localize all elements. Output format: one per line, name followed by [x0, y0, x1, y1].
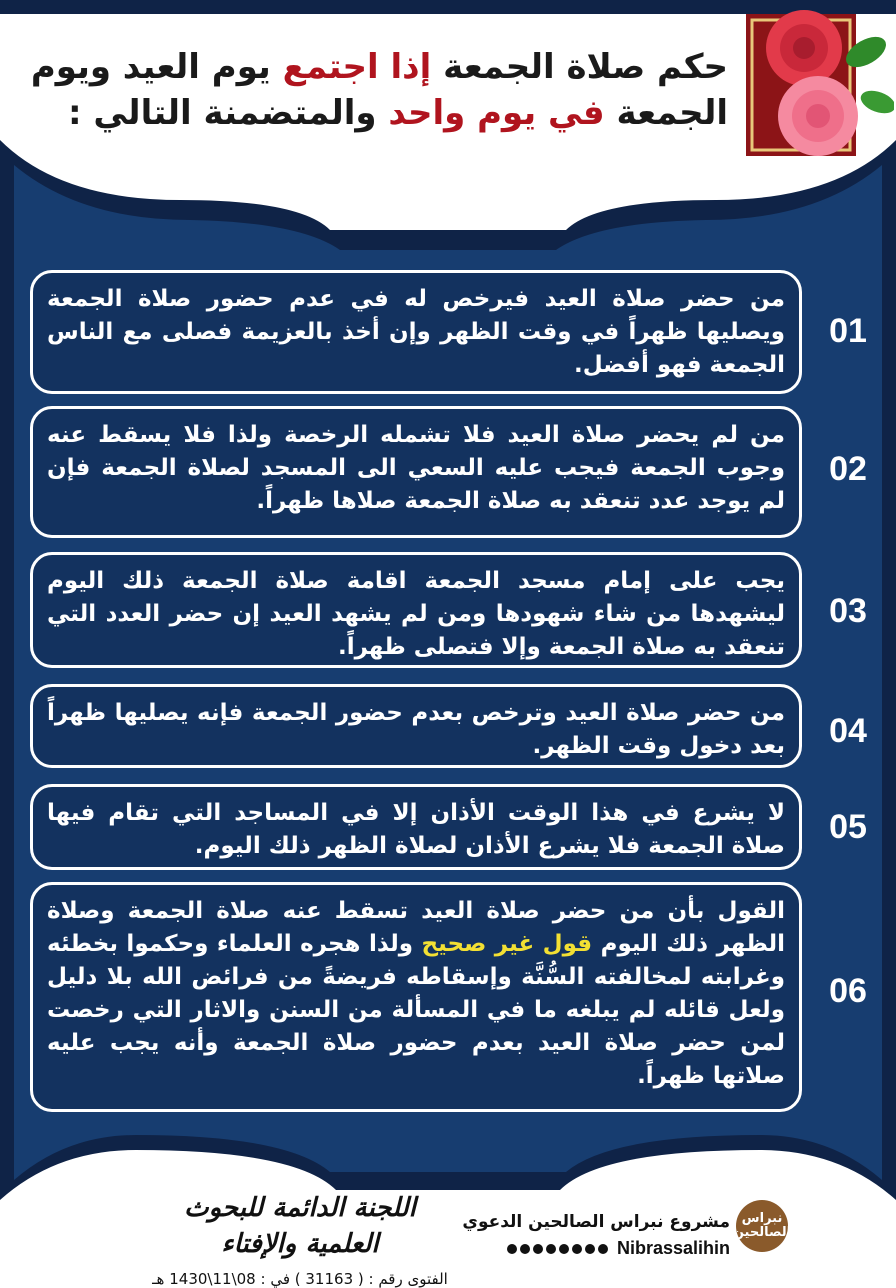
ruling-text-06-a: القول بأن من حضر صلاة العيد تسقط عنه صلاة الجمعة وصلاة الظهر ذلك اليوم: [47, 898, 785, 957]
ruling-number-03: 03: [829, 592, 867, 630]
ruling-text-02: من لم يحضر صلاة العيد فلا تشمله الرخصة ولذا فلا يسقط عنه وجوب الجمعة فيجب عليه السعي الى المسجد لصلاة الجمعة فإن لم يوجد عدد تنعقد به صلاة الجمعة صلاها ظهراً.: [47, 422, 785, 514]
social-row: [460, 1238, 730, 1259]
snapchat-icon[interactable]: [559, 1244, 569, 1254]
ruling-text-06-b: ولذا هجره العلماء وحكموا بخطئه وغرابته لمخالفته السُّنَّة وإسقاطه فريضةً من فرائض الله بلا دليل ولعل قائله لم يبلغه ما في المسألة من السنن والاثار التي رخصت لمن حضر صلاة العيد بعدم حضور صلاة الجمعة وأنه يجب عليه صلاتها ظهراً.: [47, 931, 785, 1089]
facebook-icon[interactable]: [585, 1244, 595, 1254]
project-name: مشروع نبراس الصالحين الدعوي: [462, 1212, 730, 1232]
social-handle[interactable]: Nibrassalihin: [616, 1238, 730, 1258]
ruling-text-03: يجب على إمام مسجد الجمعة اقامة صلاة الجمعة ذلك اليوم ليشهدها من شاء شهودها ومن لم يشهد العيد إن حضر العدد التي تنعقد به صلاة الجمعة وإلا فتصلى ظهراً.: [47, 568, 785, 660]
ruling-card-06: [30, 882, 802, 1112]
whatsapp-icon[interactable]: [546, 1244, 556, 1254]
ruling-card-05: [30, 784, 802, 870]
twitter-icon[interactable]: [533, 1244, 543, 1254]
title-text-3: والمتضمنة التالي :: [67, 93, 389, 133]
ruling-number-06: 06: [829, 972, 867, 1010]
youtube-icon[interactable]: [520, 1244, 530, 1254]
ruling-card-01: [30, 270, 802, 394]
title-highlight-1: إذا اجتمع: [282, 47, 432, 87]
ruling-text-01: من حضر صلاة العيد فيرخص له في عدم حضور صلاة الجمعة ويصليها ظهراً في وقت الظهر وإن أخذ بالعزيمة فصلى مع الناس الجمعة فهو أفضل.: [47, 286, 785, 378]
project-logo: نبراس الصالحين: [736, 1200, 788, 1252]
ruling-number-04: 04: [829, 712, 867, 750]
title-highlight-2: في يوم واحد: [388, 93, 605, 133]
page-title: [28, 44, 728, 136]
ruling-card-04: [30, 684, 802, 768]
fatwa-reference: الفتوى رقم : ( 31163 ) في : 08\11\1430 هـ: [152, 1270, 448, 1288]
ruling-number-02: 02: [829, 450, 867, 488]
ruling-number-01: 01: [829, 312, 867, 350]
ruling-card-02: [30, 406, 802, 538]
committee-signature: [150, 1190, 450, 1288]
ruling-number-05: 05: [829, 808, 867, 846]
title-text-2: يوم العيد ويوم الجمعة: [30, 47, 728, 133]
ruling-card-03: [30, 552, 802, 668]
title-text-1: حكم صلاة الجمعة: [431, 47, 728, 87]
telegram-icon[interactable]: [507, 1244, 517, 1254]
committee-name: اللجنة الدائمة للبحوث العلمية والإفتاء: [184, 1193, 416, 1259]
rose-decoration: [746, 4, 894, 164]
ruling-text-06-highlight: قول غير صحيح: [421, 931, 593, 957]
project-branding: [460, 1212, 730, 1259]
ruling-text-05: لا يشرع في هذا الوقت الأذان إلا في المساجد التي تقام فيها صلاة الجمعة فلا يشرع الأذان لصلاة الظهر ذلك اليوم.: [47, 800, 785, 859]
messenger-icon[interactable]: [572, 1244, 582, 1254]
instagram-icon[interactable]: [598, 1244, 608, 1254]
ruling-text-04: من حضر صلاة العيد وترخص بعدم حضور الجمعة فإنه يصليها ظهراً بعد دخول وقت الظهر.: [47, 700, 785, 759]
